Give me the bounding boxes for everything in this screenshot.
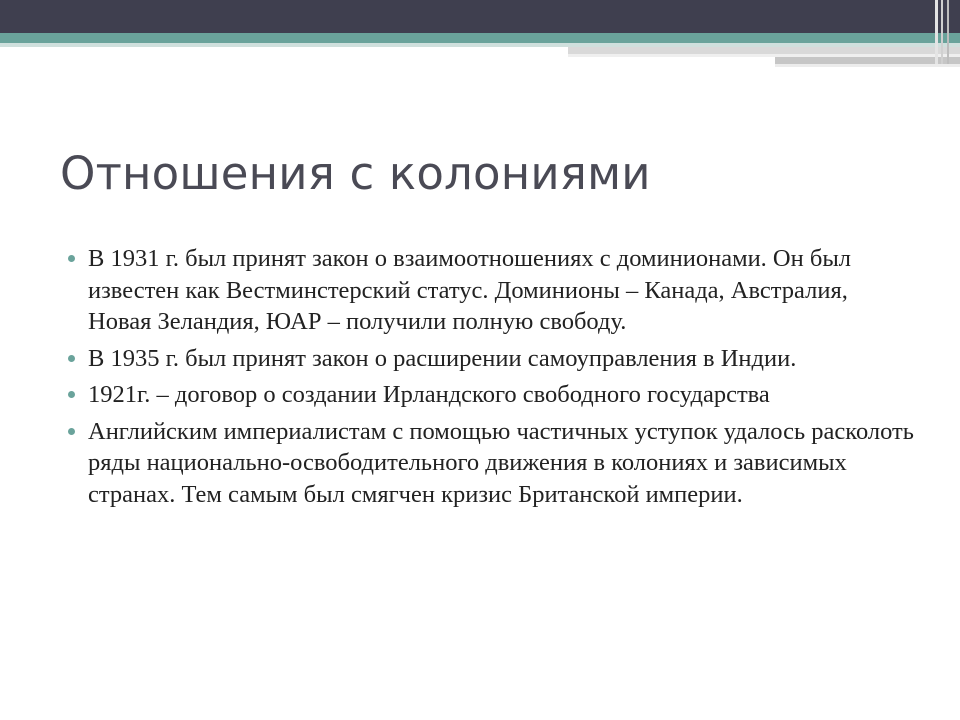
bullet-item (66, 343, 916, 375)
header-vertical-line (947, 0, 949, 64)
header-step-decoration (568, 47, 960, 54)
bullet-dot-icon (68, 255, 75, 262)
bullet-dot-icon (68, 428, 75, 435)
bullet-list (66, 243, 916, 515)
bullet-text: В 1931 г. был принят закон о взаимоотношениях с доминионами. Он был известен как Вестминстерский статус. Доминионы – Канада, Австралия, Новая Зеландия, ЮАР – получили полную свободу. (88, 245, 852, 335)
bullet-dot-icon (68, 355, 75, 362)
slide-title: Отношения с колониями (60, 147, 651, 200)
bullet-item (66, 243, 916, 338)
bullet-item (66, 379, 916, 411)
header-step-decoration-right-light (775, 64, 960, 67)
header-vertical-line (935, 0, 938, 64)
header-step-decoration-right (775, 57, 960, 64)
header-band (0, 0, 960, 33)
header-accent-stripe (0, 33, 960, 43)
bullet-text: 1921г. – договор о создании Ирландского свободного государства (88, 381, 770, 408)
bullet-text: В 1935 г. был принят закон о расширении самоуправления в Индии. (88, 344, 797, 372)
header-vertical-line (941, 0, 943, 64)
bullet-dot-icon (68, 391, 75, 398)
bullet-item (66, 416, 916, 511)
bullet-text: Английским империалистам с помощью частичных уступок удалось расколоть ряды национально-освободительного движения в колониях и зависимых странах. Тем самым был смягчен кризис Британской империи. (88, 417, 914, 508)
